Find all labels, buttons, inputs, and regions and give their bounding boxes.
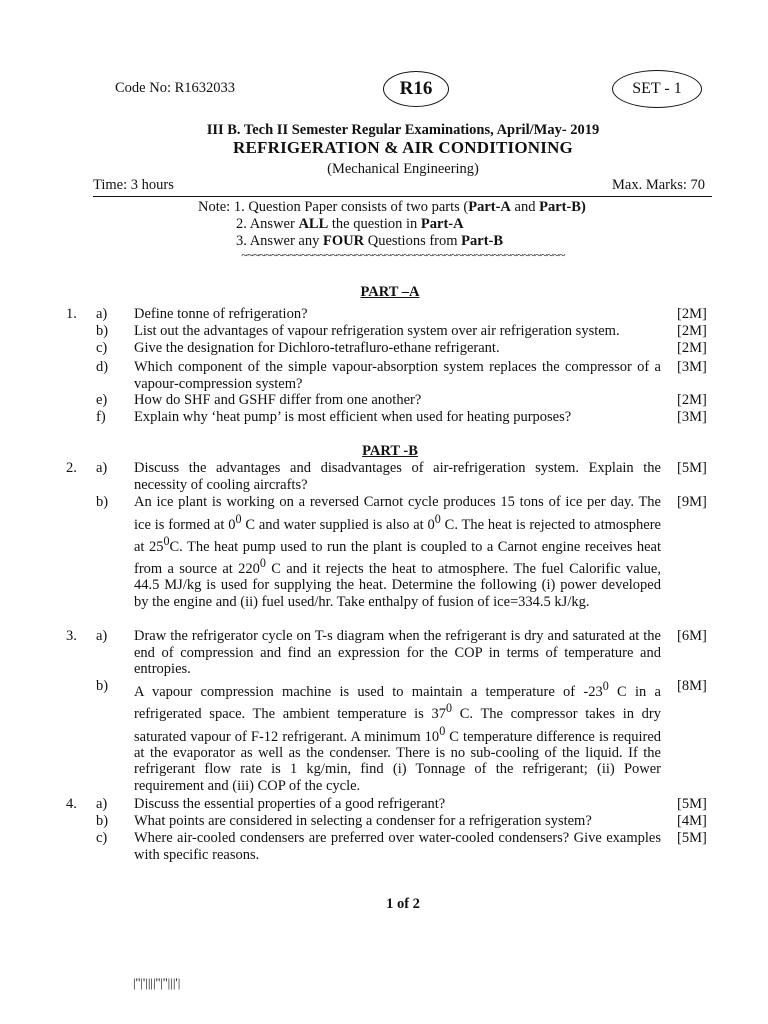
- time-label: Time: 3 hours: [93, 177, 174, 193]
- max-marks-label: Max. Marks: 70: [612, 177, 706, 193]
- marks-label: [6M]: [677, 628, 707, 644]
- question-number: 2.: [66, 460, 77, 476]
- marks-label: [8M]: [677, 678, 707, 694]
- question-number: 3.: [66, 628, 77, 644]
- marks-label: [2M]: [677, 392, 707, 408]
- subquestion-label: d): [96, 359, 109, 375]
- question-text: Discuss the advantages and disadvantages of air-refrigeration system. Explain the necessity of cooling aircrafts?: [134, 460, 661, 493]
- instructions-note: [198, 199, 586, 250]
- tilde-separator: ~~~~~~~~~~~~~~~~~~~~~~~~~~~~~~~~~~~~~~~~~~~~~~~~~~~~~~: [241, 248, 565, 262]
- question-text: Explain why ‘heat pump’ is most efficient when used for heating purposes?: [134, 409, 572, 425]
- subquestion-label: f): [96, 409, 106, 425]
- set-label: SET - 1: [632, 80, 682, 97]
- subquestion-label: b): [96, 813, 109, 829]
- marks-label: [2M]: [677, 323, 707, 339]
- subquestion-label: e): [96, 392, 108, 408]
- regulation-badge: [383, 71, 449, 107]
- code-number: Code No: R1632033: [115, 80, 236, 96]
- note-line-3: 3. Answer any FOUR Questions from Part-B: [236, 233, 504, 249]
- marks-label: [2M]: [677, 340, 707, 356]
- set-badge: [612, 70, 702, 108]
- barcode-strip: |''|'||||''|''|||'|: [133, 975, 181, 990]
- question-text: An ice plant is working on a reversed Carnot cycle produces 15 tons of ice per day. The ice is formed at $0^0$ C and water supplied is also at $0^0$ C. The heat is rejected to atmosphere at $25^0C$. The heat pump used to run the plant is coupled to a Carnot engine receives heat from a source at $220^0$ C and it rejects the heat to atmosphere. The fuel Calorific value, 44.5 MJ/kg is used for supplying the heat. Determine the following (i) power developed by the engine and (ii) fuel used/hr. Take enthalpy of fusion of ice=334.5 kJ/kg.: [134, 494, 661, 610]
- subject-title: REFRIGERATION & AIR CONDITIONING: [233, 138, 573, 157]
- regulation-label: R16: [399, 78, 433, 99]
- subquestion-label: a): [96, 306, 108, 322]
- part-a-heading: PART –A: [360, 284, 420, 300]
- subquestion-label: b): [96, 323, 109, 339]
- question-text: Define tonne of refrigeration?: [134, 306, 308, 322]
- subquestion-label: a): [96, 460, 108, 476]
- marks-label: [5M]: [677, 460, 707, 476]
- note-line-1: Note: 1. Question Paper consists of two parts (Part-A and Part-B): [198, 199, 586, 215]
- subquestion-label: c): [96, 340, 108, 356]
- subquestion-label: a): [96, 796, 108, 812]
- question-text: Which component of the simple vapour-absorption system replaces the compressor of a vapour-compression system?: [134, 359, 661, 392]
- question-text: List out the advantages of vapour refrigeration system over air refrigeration system.: [134, 323, 620, 339]
- page-number: 1 of 2: [386, 896, 420, 912]
- question-text: Where air-cooled condensers are preferred over water-cooled condensers? Give examples with specific reasons.: [134, 830, 661, 863]
- subquestion-label: b): [96, 494, 109, 510]
- marks-label: [2M]: [677, 306, 707, 322]
- marks-label: [3M]: [677, 409, 707, 425]
- marks-label: [9M]: [677, 494, 707, 510]
- part-b-heading: PART -B: [362, 443, 418, 459]
- question-text: How do SHF and GSHF differ from one another?: [134, 392, 422, 408]
- question-text: Discuss the essential properties of a good refrigerant?: [134, 796, 446, 812]
- question-number: 1.: [66, 306, 77, 322]
- subquestion-label: a): [96, 628, 108, 644]
- marks-label: [4M]: [677, 813, 707, 829]
- question-text: What points are considered in selecting a condenser for a refrigeration system?: [134, 813, 592, 829]
- exam-title: III B. Tech II Semester Regular Examinations, April/May- 2019: [206, 122, 600, 138]
- header-divider: [93, 196, 712, 197]
- subquestion-label: b): [96, 678, 109, 694]
- branch-label: (Mechanical Engineering): [327, 161, 479, 177]
- question-text: A vapour compression machine is used to maintain a temperature of $-23^0$ C in a refrigerated space. The ambient temperature is $37^0$ C. The compressor takes in dry saturated vapour of F-12 refrigerant. A minimum $10^0$ C temperature difference is required at the evaporator as well as the condenser. There is no sub-cooling of the liquid. If the refrigerant flow rate is 1 kg/min, find (i) Tonnage of the refrigerant; (ii) Power requirement and (iii) COP of the cycle.: [134, 679, 662, 794]
- note-line-2: 2. Answer ALL the question in Part-A: [236, 216, 464, 232]
- marks-label: [5M]: [677, 796, 707, 812]
- question-number: 4.: [66, 796, 77, 812]
- marks-label: [5M]: [677, 830, 707, 846]
- marks-label: [3M]: [677, 359, 707, 375]
- question-text: Give the designation for Dichloro-tetrafluro-ethane refrigerant.: [134, 340, 500, 356]
- question-text: Draw the refrigerator cycle on T-s diagram when the refrigerant is dry and saturated at the end of compression and find an expression for the COP in terms of temperature and entropies.: [134, 628, 661, 677]
- subquestion-label: c): [96, 830, 108, 846]
